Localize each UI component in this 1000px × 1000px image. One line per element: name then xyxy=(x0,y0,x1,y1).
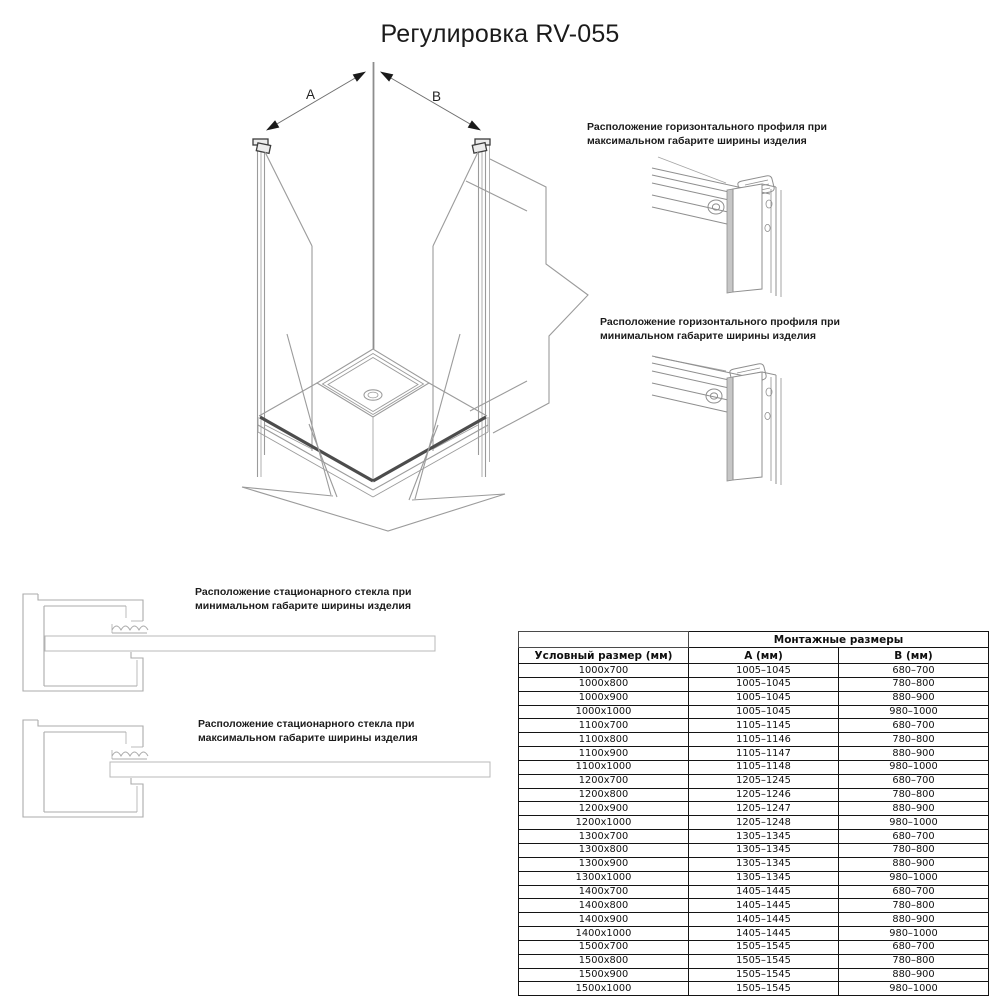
table-row xyxy=(519,747,989,761)
left-glass-panel xyxy=(265,152,312,451)
table-row xyxy=(519,733,989,747)
table-cell: 1505–1545 xyxy=(689,968,839,982)
table-cell: 1205–1246 xyxy=(689,788,839,802)
table-row xyxy=(519,664,989,678)
table-group-row xyxy=(519,632,989,648)
table-cell: 1000x1000 xyxy=(519,705,689,719)
table-cell: 780–800 xyxy=(839,733,989,747)
callout-glass-min xyxy=(195,586,411,613)
callout-line: Расположение стационарного стекла при xyxy=(195,586,412,598)
drain xyxy=(364,390,382,400)
table-cell: 1000x700 xyxy=(519,664,689,678)
shower-enclosure-drawing xyxy=(253,62,490,497)
direction-arrows xyxy=(242,159,588,531)
column-header: А (мм) xyxy=(689,648,839,664)
table-cell: 780–800 xyxy=(839,899,989,913)
table-row xyxy=(519,927,989,941)
left-top-bracket xyxy=(253,139,271,153)
screw-hole xyxy=(708,200,724,214)
table-cell: 1100x700 xyxy=(519,719,689,733)
table-row xyxy=(519,760,989,774)
table-cell: 1400x1000 xyxy=(519,927,689,941)
table-row xyxy=(519,677,989,691)
table-cell: 780–800 xyxy=(839,677,989,691)
table-cell: 1105–1145 xyxy=(689,719,839,733)
table-cell: 1205–1245 xyxy=(689,774,839,788)
table-cell: 780–800 xyxy=(839,954,989,968)
big-arrow-down xyxy=(242,334,505,531)
table-cell: 1100x800 xyxy=(519,733,689,747)
table-row xyxy=(519,968,989,982)
page-title: Регулировка RV-055 xyxy=(380,20,620,48)
table-cell: 1000x900 xyxy=(519,691,689,705)
table-cell: 680–700 xyxy=(839,664,989,678)
table-row xyxy=(519,885,989,899)
callout-line: Расположение горизонтального профиля при xyxy=(587,121,827,133)
table-cell: 1400x800 xyxy=(519,899,689,913)
table-cell: 1500x900 xyxy=(519,968,689,982)
table-cell: 980–1000 xyxy=(839,871,989,885)
table-cell: 980–1000 xyxy=(839,760,989,774)
table-row xyxy=(519,899,989,913)
table-cell: 1100x900 xyxy=(519,747,689,761)
table-cell: 1500x1000 xyxy=(519,982,689,996)
table-cell: 1405–1445 xyxy=(689,913,839,927)
table-cell: 1005–1045 xyxy=(689,677,839,691)
table-cell: 1405–1445 xyxy=(689,885,839,899)
table-row xyxy=(519,719,989,733)
bottom-rail-left xyxy=(260,417,373,481)
vertical-wall-profile xyxy=(727,372,781,485)
callout-line: минимальном габарите ширины изделия xyxy=(600,329,816,342)
dim-a-label: A xyxy=(306,87,316,102)
table-row xyxy=(519,691,989,705)
table-row xyxy=(519,816,989,830)
column-header: В (мм) xyxy=(839,648,989,664)
table-cell: 1505–1545 xyxy=(689,940,839,954)
table-cell: 680–700 xyxy=(839,885,989,899)
table-cell: 880–900 xyxy=(839,913,989,927)
table-row xyxy=(519,788,989,802)
table-cell: 980–1000 xyxy=(839,816,989,830)
table-cell: 1005–1045 xyxy=(689,691,839,705)
table-corner-cell xyxy=(519,632,689,648)
table-cell: 1300x700 xyxy=(519,830,689,844)
table-cell: 1300x900 xyxy=(519,857,689,871)
screw xyxy=(765,412,770,419)
callout-line: максимальном габарите ширины изделия xyxy=(198,731,418,744)
table-cell: 1205–1247 xyxy=(689,802,839,816)
table-cell: 1405–1445 xyxy=(689,927,839,941)
table-cell: 980–1000 xyxy=(839,705,989,719)
table-cell: 680–700 xyxy=(839,940,989,954)
table-cell: 1305–1345 xyxy=(689,843,839,857)
right-top-bracket xyxy=(472,139,490,153)
table-group-header: Монтажные размеры xyxy=(689,632,989,648)
size-table xyxy=(518,631,989,996)
glass-pane xyxy=(45,636,435,651)
table-cell: 1105–1146 xyxy=(689,733,839,747)
table-cell: 880–900 xyxy=(839,747,989,761)
table-cell: 1105–1147 xyxy=(689,747,839,761)
right-glass-panel xyxy=(433,152,478,451)
table-row xyxy=(519,843,989,857)
detail-horizontal-profile-min xyxy=(652,356,781,485)
table-row xyxy=(519,954,989,968)
callout-line: Расположение стационарного стекла при xyxy=(198,718,415,730)
table-cell: 1400x700 xyxy=(519,885,689,899)
callout-glass-max xyxy=(198,718,418,745)
table-row xyxy=(519,871,989,885)
table-cell: 1000x800 xyxy=(519,677,689,691)
glass-pane xyxy=(110,762,490,777)
table-cell: 1200x800 xyxy=(519,788,689,802)
table-cell: 780–800 xyxy=(839,788,989,802)
leader-line xyxy=(658,157,726,183)
table-header-row xyxy=(519,648,989,664)
table-cell: 1305–1345 xyxy=(689,830,839,844)
table-cell: 1405–1445 xyxy=(689,899,839,913)
table-cell: 1205–1248 xyxy=(689,816,839,830)
table-cell: 1200x1000 xyxy=(519,816,689,830)
table-cell: 1400x900 xyxy=(519,913,689,927)
screw xyxy=(765,224,770,231)
table-cell: 880–900 xyxy=(839,802,989,816)
table-cell: 1200x700 xyxy=(519,774,689,788)
table-cell: 1300x800 xyxy=(519,843,689,857)
callout-line: максимальном габарите ширины изделия xyxy=(587,134,807,147)
table-cell: 1200x900 xyxy=(519,802,689,816)
table-cell: 680–700 xyxy=(839,719,989,733)
table-cell: 880–900 xyxy=(839,857,989,871)
table-row xyxy=(519,705,989,719)
table-cell: 1305–1345 xyxy=(689,871,839,885)
bottom-rail-right xyxy=(373,417,486,481)
table-row xyxy=(519,913,989,927)
table-row xyxy=(519,857,989,871)
table-cell: 980–1000 xyxy=(839,927,989,941)
table-cell: 1300x1000 xyxy=(519,871,689,885)
table-cell: 680–700 xyxy=(839,830,989,844)
dim-b-label: B xyxy=(432,89,442,104)
table-cell: 880–900 xyxy=(839,968,989,982)
shower-tray xyxy=(258,349,488,497)
table-cell: 880–900 xyxy=(839,691,989,705)
callout-profile-min xyxy=(600,316,840,343)
table-row xyxy=(519,940,989,954)
table-cell: 1500x800 xyxy=(519,954,689,968)
table-cell: 1505–1545 xyxy=(689,982,839,996)
table-cell: 1005–1045 xyxy=(689,705,839,719)
big-arrow-right xyxy=(466,159,588,433)
table-row xyxy=(519,982,989,996)
callout-line: Расположение горизонтального профиля при xyxy=(600,316,840,328)
table-cell: 1500x700 xyxy=(519,940,689,954)
callout-line: минимальном габарите ширины изделия xyxy=(195,599,411,612)
detail-horizontal-profile-max xyxy=(652,157,781,297)
vertical-wall-profile xyxy=(727,184,781,297)
table-cell: 680–700 xyxy=(839,774,989,788)
table-cell: 1100x1000 xyxy=(519,760,689,774)
table-row xyxy=(519,830,989,844)
table-cell: 1305–1345 xyxy=(689,857,839,871)
table-cell: 1105–1148 xyxy=(689,760,839,774)
table-row xyxy=(519,802,989,816)
table-cell: 1505–1545 xyxy=(689,954,839,968)
table-cell: 780–800 xyxy=(839,843,989,857)
mounting-sizes-table xyxy=(518,631,988,996)
callout-profile-max xyxy=(587,121,827,148)
table-cell: 1005–1045 xyxy=(689,664,839,678)
table-cell: 980–1000 xyxy=(839,982,989,996)
column-header: Условный размер (мм) xyxy=(519,648,689,664)
table-row xyxy=(519,774,989,788)
